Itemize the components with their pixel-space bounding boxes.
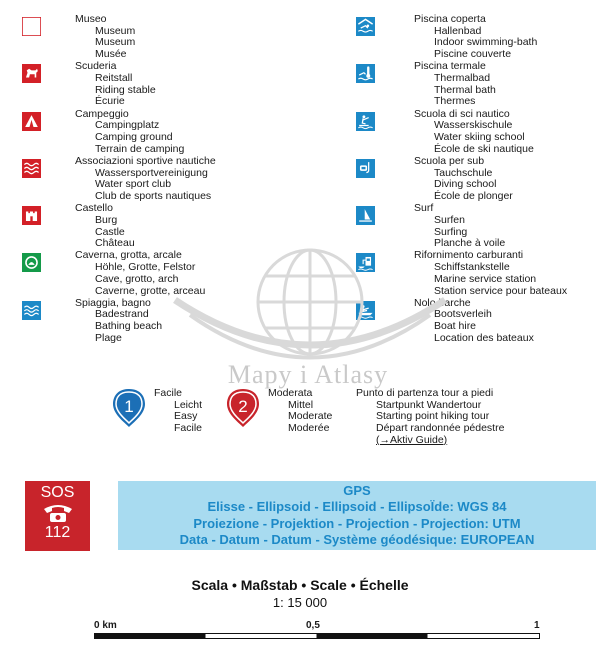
legend-entry-translation: Marine service station	[434, 272, 537, 285]
scale-tick-0: 0 km	[94, 620, 117, 631]
legend-entry-translation: Station service pour bateaux	[434, 284, 568, 297]
sos-label: SOS	[40, 484, 75, 501]
difficulty-title: Moderata	[268, 387, 313, 399]
legend-entry-translation: Schiffstankstelle	[434, 261, 510, 274]
legend-entry-title: Castello	[75, 202, 113, 215]
gps-title: GPS	[343, 483, 371, 498]
legend-entry-indoor-pool	[356, 13, 596, 61]
sos-number: 112	[44, 524, 71, 541]
gps-ellipsoid: Elisse - Ellipsoid - Ellipsoid - EllipsoÏde: WGS 84	[207, 499, 507, 515]
surf-icon	[356, 206, 375, 225]
scale-tick-1: 1	[534, 620, 540, 631]
legend-entry-translation: Thermal bath	[434, 83, 496, 96]
legend-entry-translation: Reitstall	[95, 72, 133, 84]
legend-entry-translation: Camping ground	[95, 131, 173, 143]
thermal-bath-icon	[356, 64, 375, 83]
cave-icon	[22, 253, 41, 272]
legend-entry-translation: Riding stable	[95, 83, 156, 96]
legend-entry-translation: Planche à voile	[434, 237, 506, 250]
start-point-legend: Punto di partenza tour a piedi Startpunkt Wandertour Starting point hiking tour Départ randonnée pédestre (→Aktiv Guide)	[356, 387, 505, 446]
start-point-title: Punto di partenza tour a piedi	[356, 387, 494, 399]
difficulty-moderate-badge-icon	[226, 388, 260, 428]
gps-datum: Data - Datum - Datum - Système géodésique: EUROPEAN	[179, 531, 535, 547]
legend-entry-translation: Hallenbad	[434, 24, 482, 37]
legend-entry-translation: École de ski nautique	[434, 142, 534, 155]
legend-entry-translation: Écurie	[95, 95, 125, 108]
telephone-icon	[41, 503, 75, 523]
legend-entry-translation: Castle	[95, 225, 125, 238]
legend-entry-title: Campeggio	[75, 107, 129, 120]
legend-entry-museum	[22, 13, 322, 61]
legend-entry-title: Piscina termale	[414, 60, 486, 73]
legend-entry-translation: Museum	[95, 24, 136, 37]
legend-entry-translation: Water sport club	[95, 178, 172, 191]
sos-emergency-box	[25, 481, 90, 551]
legend-entry-tent	[22, 109, 322, 153]
aktiv-guide-reference: (→Aktiv Guide)	[376, 433, 448, 446]
legend-entry-water-ski	[356, 109, 596, 153]
legend-entry-translation: Museum	[95, 36, 136, 49]
legend-entry-waves	[22, 156, 322, 200]
legend-entry-title: Scuderia	[75, 60, 117, 73]
legend-entry-translation: École de plonger	[434, 190, 513, 202]
horse-icon	[22, 64, 41, 83]
diving-icon	[356, 159, 375, 178]
beach-icon	[22, 301, 41, 320]
legend-entry-translation: Diving school	[434, 178, 497, 191]
legend-entry-title: Surf	[414, 202, 434, 215]
legend-entry-translation: Surfen	[434, 213, 465, 226]
legend-entry-translation: Water skiing school	[434, 131, 525, 143]
legend-entry-translation: Campingplatz	[95, 119, 160, 132]
legend-entry-thermal-bath	[356, 60, 596, 108]
legend-entry-title: Rifornimento carburanti	[414, 249, 524, 262]
legend-entry-translation: Bootsverleih	[434, 308, 492, 321]
legend-entry-translation: Tauchschule	[434, 166, 493, 179]
legend-entry-translation: Wassersportvereinigung	[95, 166, 208, 179]
legend-entry-translation: Club de sports nautiques	[95, 190, 212, 202]
indoor-pool-icon	[356, 17, 375, 36]
museum-icon	[22, 17, 41, 36]
legend-entry-title: Associazioni sportive nautiche	[75, 154, 216, 167]
svg-text:2: 2	[238, 397, 248, 416]
legend-entry-translation: Piscine couverte	[434, 48, 512, 61]
legend-entry-title: Scuola per sub	[414, 154, 485, 167]
legend-entry-title: Scuola di sci nautico	[414, 107, 510, 120]
legend-entry-translation: Indoor swimming-bath	[434, 36, 538, 49]
legend-entry-translation: Boat hire	[434, 320, 477, 333]
legend-entry-title: Museo	[75, 13, 107, 25]
legend-entry-translation: Thermalbad	[434, 72, 491, 84]
legend-entry-title: Piscina coperta	[414, 13, 486, 25]
gps-info-panel	[118, 481, 596, 550]
legend-entry-translation: Wasserskischule	[434, 119, 513, 132]
legend-entry-translation: Château	[95, 237, 135, 250]
legend-entry-translation: Thermes	[434, 95, 476, 108]
legend-entry-title: Spiaggia, bagno	[75, 296, 151, 309]
svg-text:1: 1	[124, 397, 134, 416]
scale-ratio: 1: 15 000	[272, 595, 328, 610]
legend-entry-translation: Plage	[95, 331, 122, 344]
watermark-text: Mapy i Atlasy	[227, 360, 389, 389]
difficulty-title: Facile	[154, 387, 183, 399]
tent-icon	[22, 112, 41, 131]
legend-entry-translation: Location des bateaux	[434, 331, 534, 344]
legend-entry-translation: Surfing	[434, 225, 468, 238]
legend-entry-title: Caverna, grotta, arcale	[75, 249, 182, 262]
castle-icon	[22, 206, 41, 225]
scale-bar	[94, 631, 540, 641]
legend-entry-translation: Höhle, Grotte, Felstor	[95, 261, 196, 274]
water-ski-icon	[356, 112, 375, 131]
legend-entry-diving	[356, 156, 596, 200]
legend-entry-translation: Caverne, grotte, arceau	[95, 284, 206, 297]
legend-entry-title: Nolo barche	[414, 296, 471, 309]
legend-entry-translation: Burg	[95, 213, 118, 226]
scale-tick-half: 0,5	[306, 620, 320, 631]
legend-entry-translation: Bathing beach	[95, 320, 163, 333]
waves-icon	[22, 159, 41, 178]
gps-projection: Proiezione - Projektion - Projection - Projection: UTM	[193, 515, 521, 531]
scale-title: Scala • Maßstab • Scale • Échelle	[191, 577, 409, 593]
legend-entry-translation: Cave, grotto, arch	[95, 272, 179, 285]
legend-entry-translation: Musée	[95, 48, 127, 61]
legend-entry-translation: Badestrand	[95, 308, 149, 321]
legend-entry-horse	[22, 60, 322, 108]
legend-entry-translation: Terrain de camping	[95, 142, 185, 155]
difficulty-easy-badge-icon	[112, 388, 146, 428]
